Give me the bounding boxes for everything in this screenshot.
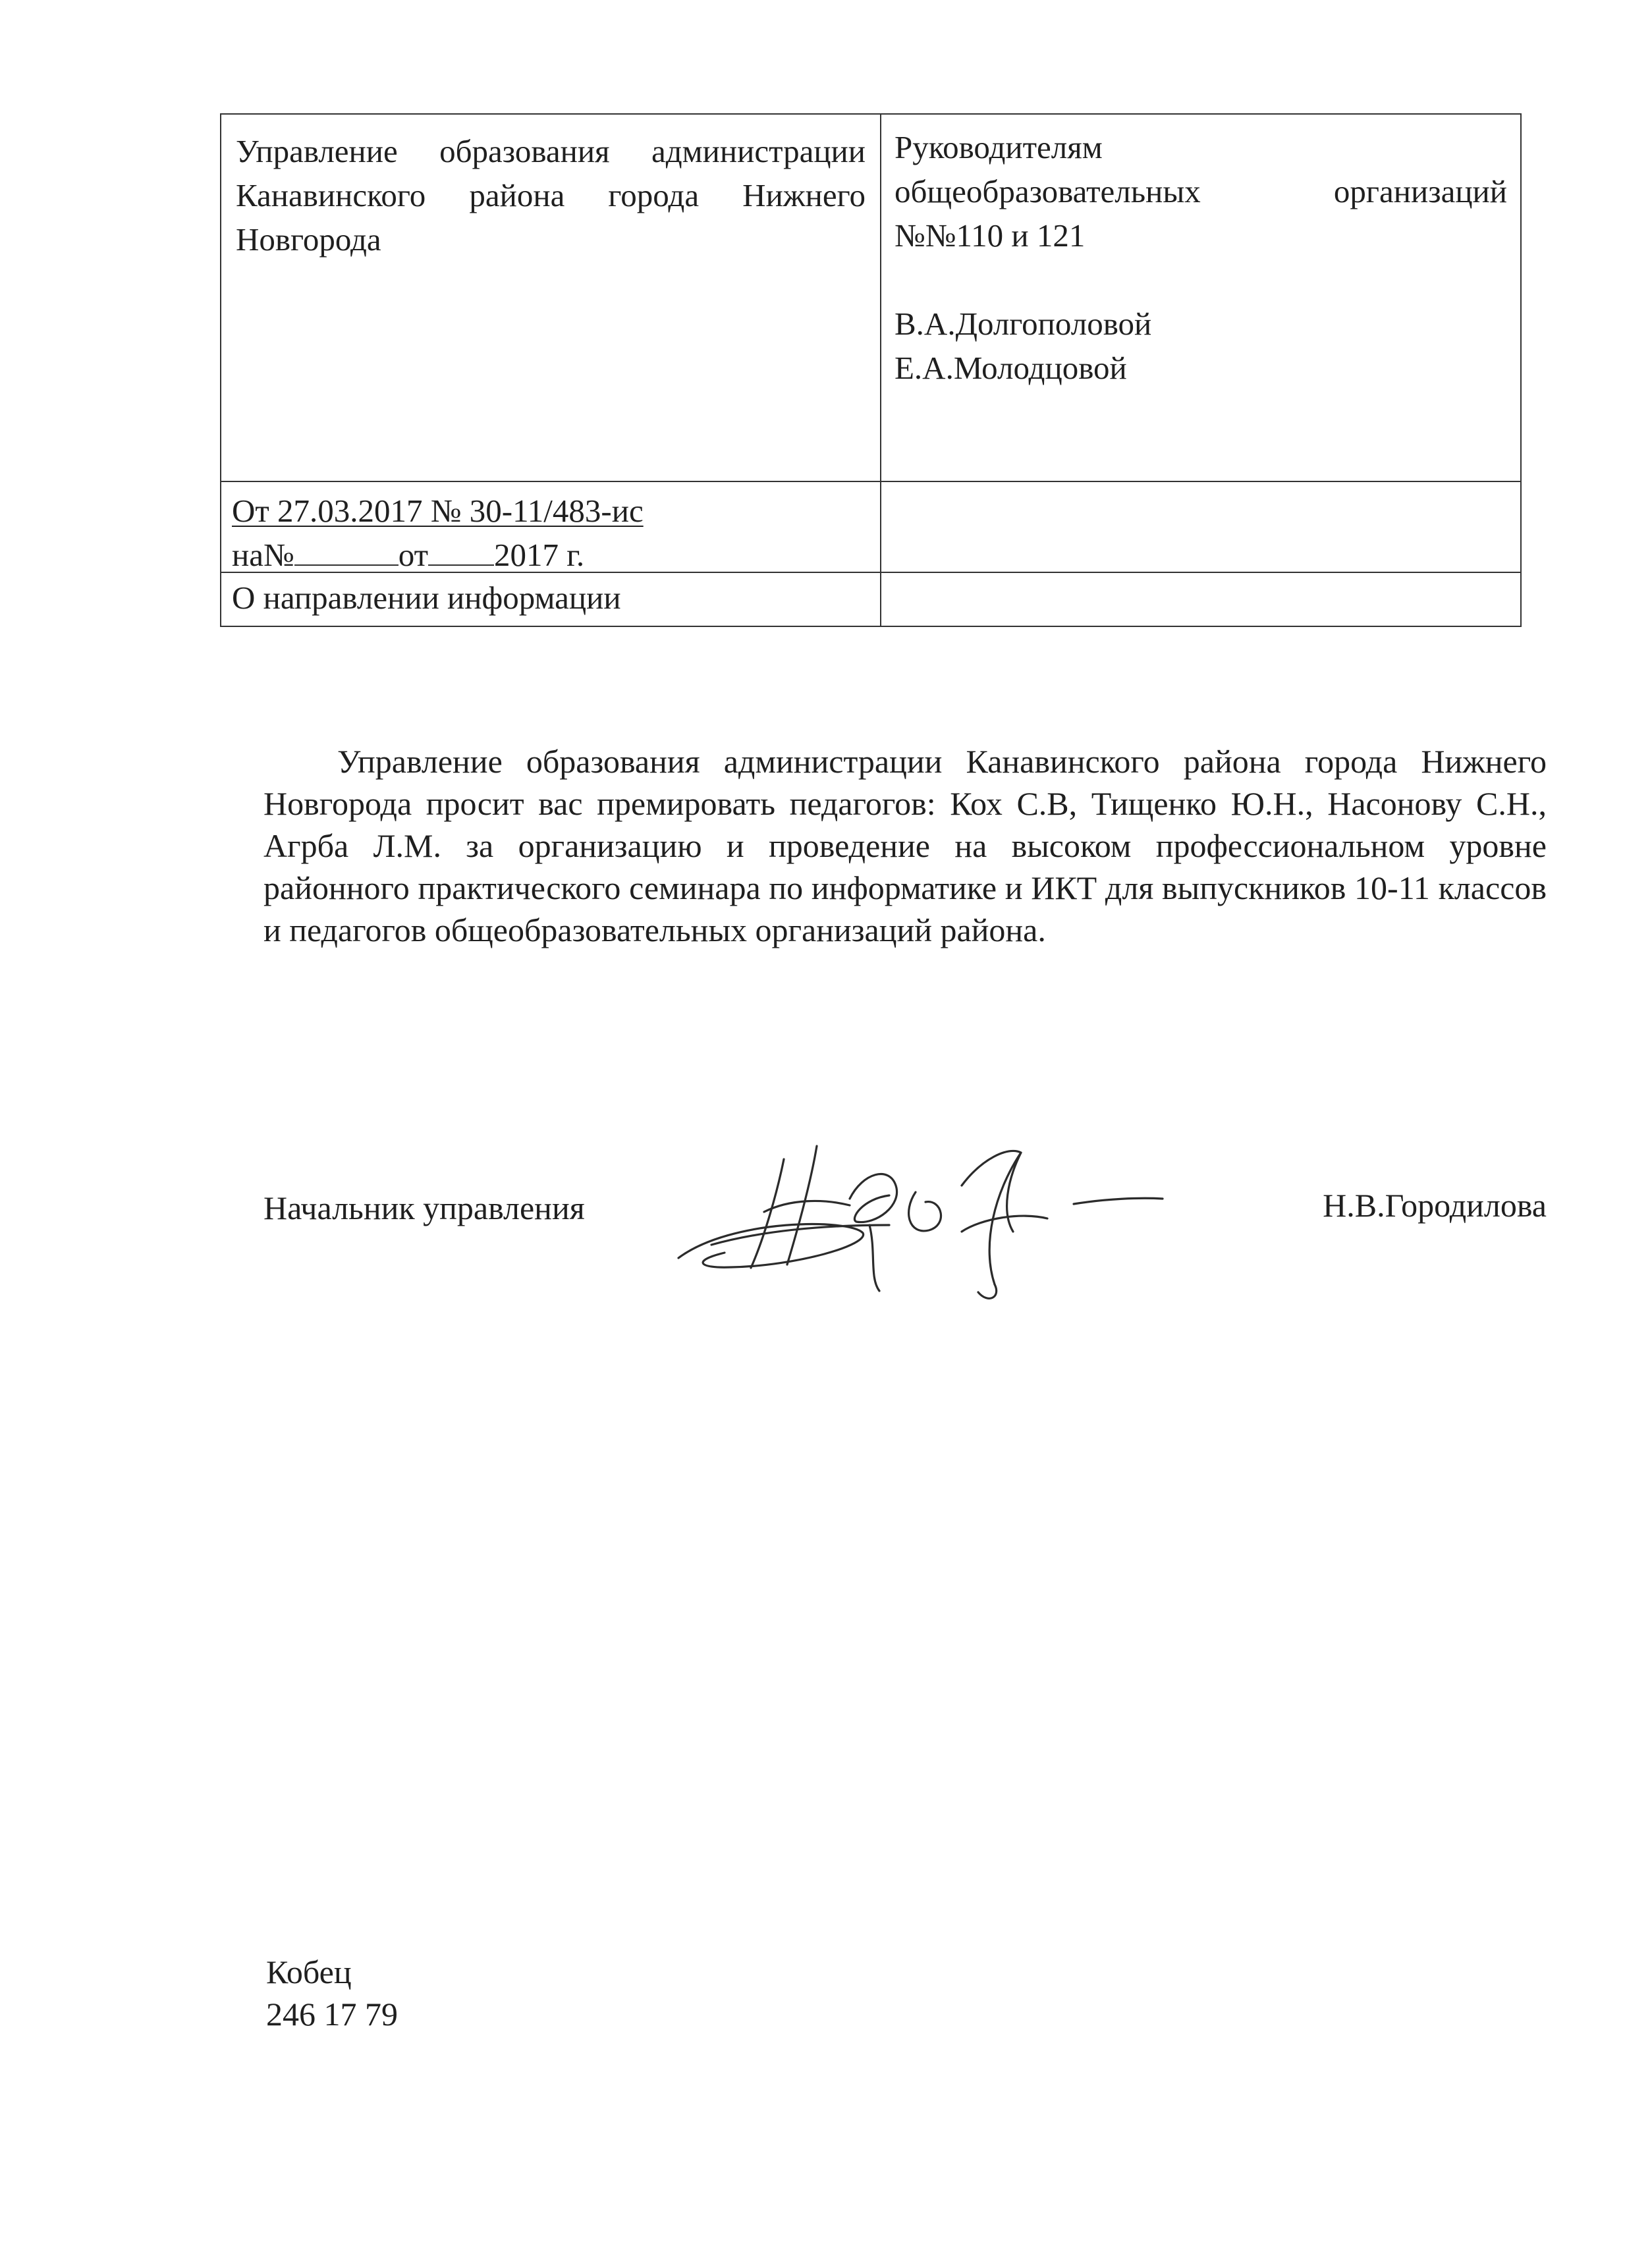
reply-prefix: на№ [232,537,294,573]
letter-subject: О направлении информации [232,580,621,616]
recipient-block [895,125,1507,390]
recipient-title-line: №№110 и 121 [895,217,1086,254]
reply-year: 2017 г. [494,537,585,573]
recipient-title-line: Руководителям [895,129,1103,165]
signatory-position: Начальник управления [263,1189,585,1226]
recipient-person: Е.А.Молодцовой [895,350,1127,386]
executor-name: Кобец [266,1953,352,1990]
table-row-divider [221,481,1520,482]
handwritten-signature [652,1120,1166,1317]
reply-from-label: от [398,537,429,573]
recipient-title-line: общеобразовательных организаций [895,173,1507,209]
letter-body: Управление образования администрации Канавинского района города Нижнего Новгорода просит вас премировать педагогов: Кох С.В, Тищенко Ю.Н., Насонову С.Н., Агрба Л.М. за организацию и проведение на высоком профессиональном уровне районного практического семинара по информатике и ИКТ для выпускников 10-11 классов и педагогов общеобразовательных организаций района. [263,743,1547,948]
registration-block [232,489,864,577]
reply-date-blank [428,535,494,566]
executor-phone: 246 17 79 [266,1996,398,2033]
reply-number-blank [294,535,399,566]
outgoing-reference: От 27.03.2017 № 30-11/483-ис [232,493,644,529]
signatory-name: Н.В.Городилова [1323,1187,1547,1224]
sender-organization: Управление образования администрации Канавинского района города Нижнего Новгорода [236,133,866,258]
table-column-divider [880,115,881,626]
recipient-spacer [895,258,1507,302]
recipient-person: В.А.Долгополовой [895,306,1152,342]
letter-header-table [220,113,1522,627]
reply-reference [232,533,864,577]
executor-block [266,1951,398,2035]
